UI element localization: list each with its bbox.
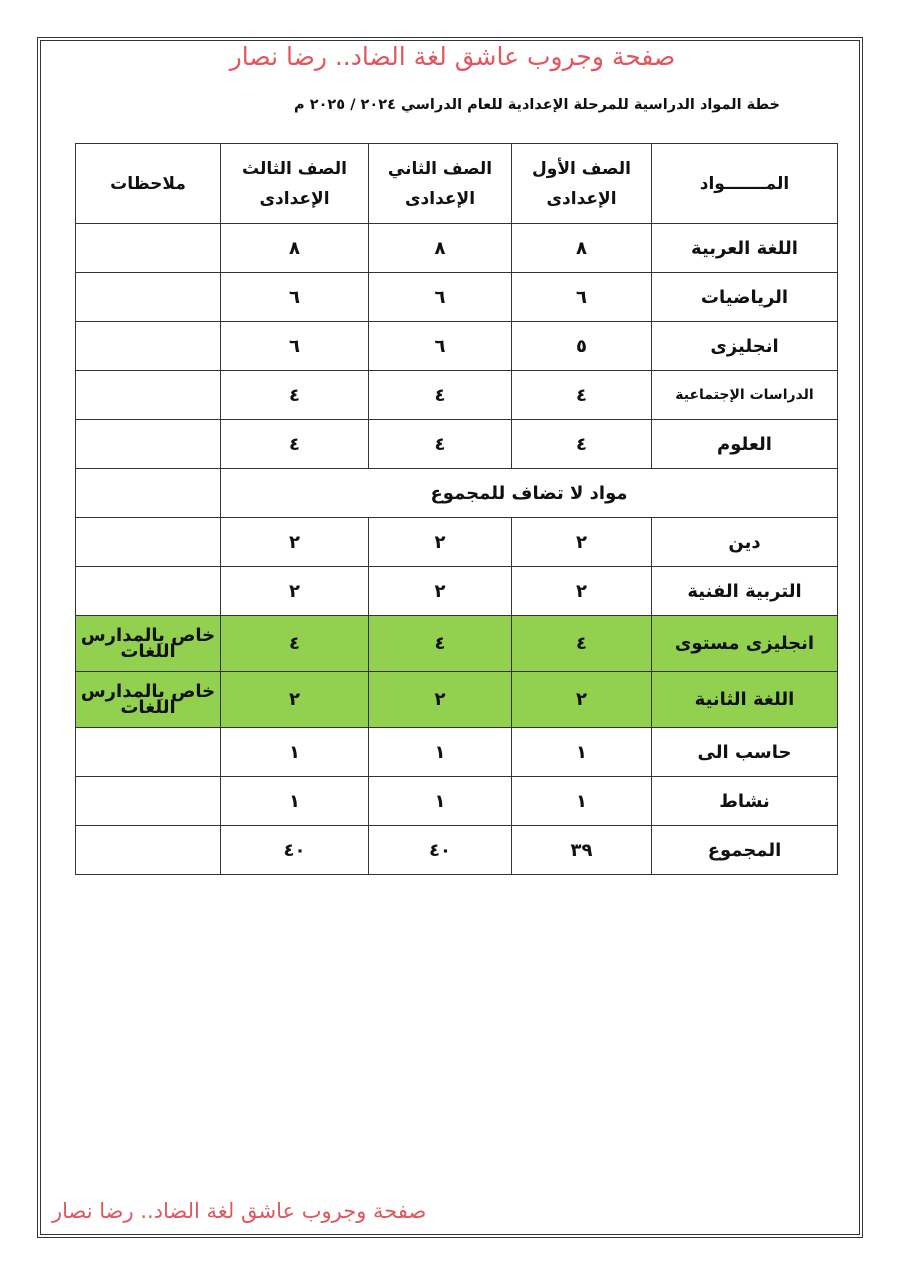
grade3-cell: ٦ — [221, 273, 369, 322]
notes-cell — [76, 728, 221, 777]
page-subtitle: خطة المواد الدراسية للمرحلة الإعدادية للعام الدراسي ٢٠٢٤ / ٢٠٢٥ م — [294, 97, 780, 113]
grade2-total: ٤٠ — [369, 826, 512, 875]
subject-cell: الدراسات الإجتماعية — [652, 371, 838, 420]
subject-cell: الرياضيات — [652, 273, 838, 322]
grade2-cell: ٤ — [369, 371, 512, 420]
grade3-cell: ٤ — [221, 371, 369, 420]
grade3-cell: ٤ — [221, 616, 369, 672]
grade3-total: ٤٠ — [221, 826, 369, 875]
grade3-cell: ٤ — [221, 420, 369, 469]
subject-cell: التربية الفنية — [652, 567, 838, 616]
table-row — [76, 777, 838, 826]
notes-cell — [76, 567, 221, 616]
table-row — [76, 224, 838, 273]
grade2-cell: ٤ — [369, 420, 512, 469]
grade3-cell: ٦ — [221, 322, 369, 371]
table-row-highlighted — [76, 672, 838, 728]
total-label: المجموع — [652, 826, 838, 875]
grade3-cell: ١ — [221, 777, 369, 826]
grade1-cell: ٨ — [512, 224, 652, 273]
grade3-cell: ٢ — [221, 672, 369, 728]
grade1-cell: ٤ — [512, 616, 652, 672]
grade1-cell: ٤ — [512, 420, 652, 469]
grade1-cell: ٢ — [512, 518, 652, 567]
subject-cell: انجليزى مستوى — [652, 616, 838, 672]
table-header-row — [76, 144, 838, 224]
grade3-cell: ١ — [221, 728, 369, 777]
grade1-cell: ١ — [512, 728, 652, 777]
grade2-cell: ٢ — [369, 518, 512, 567]
notes-cell — [76, 518, 221, 567]
table-row — [76, 420, 838, 469]
note-line1: خاص بالمدارس — [80, 680, 216, 702]
grade2-cell: ٢ — [369, 672, 512, 728]
table-row — [76, 322, 838, 371]
grade1-cell: ٥ — [512, 322, 652, 371]
table-row — [76, 518, 838, 567]
notes-cell — [76, 469, 221, 518]
notes-cell — [76, 826, 221, 875]
page-title: صفحة وجروب عاشق لغة الضاد.. رضا نصار — [229, 42, 676, 71]
notes-cell — [76, 224, 221, 273]
header-grade3-line1: الصف الثالث — [241, 158, 348, 179]
grade1-cell: ٢ — [512, 567, 652, 616]
notes-cell — [76, 371, 221, 420]
notes-cell — [76, 616, 221, 672]
header-grade3 — [221, 144, 369, 224]
header-grade1-line1: الصف الأول — [532, 158, 631, 179]
notes-cell — [76, 672, 221, 728]
grade3-cell: ٢ — [221, 567, 369, 616]
subject-cell: نشاط — [652, 777, 838, 826]
table-row — [76, 567, 838, 616]
study-plan-table — [75, 143, 838, 875]
notes-cell — [76, 322, 221, 371]
grade2-cell: ٨ — [369, 224, 512, 273]
grade1-total: ٣٩ — [512, 826, 652, 875]
subject-cell: انجليزى — [652, 322, 838, 371]
grade2-cell: ٤ — [369, 616, 512, 672]
header-grade1 — [512, 144, 652, 224]
grade1-cell: ٦ — [512, 273, 652, 322]
grade1-cell: ١ — [512, 777, 652, 826]
subject-cell: دين — [652, 518, 838, 567]
header-grade2 — [369, 144, 512, 224]
not-added-section-row — [76, 469, 838, 518]
notes-cell — [76, 777, 221, 826]
subject-cell: العلوم — [652, 420, 838, 469]
notes-cell — [76, 273, 221, 322]
header-notes: ملاحظات — [76, 144, 221, 224]
header-grade2-line1: الصف الثاني — [387, 158, 493, 179]
footer-title: صفحة وجروب عاشق لغة الضاد.. رضا نصار — [52, 1199, 427, 1223]
subject-cell: حاسب الى — [652, 728, 838, 777]
header-grade2-line2: الإعدادى — [404, 188, 476, 209]
note-line2: اللغات — [120, 640, 176, 662]
subject-cell: اللغة الثانية — [652, 672, 838, 728]
subject-cell: اللغة العربية — [652, 224, 838, 273]
grade2-cell: ٦ — [369, 322, 512, 371]
notes-cell — [76, 420, 221, 469]
note-line1: خاص بالمدارس — [80, 624, 216, 646]
header-grade3-line2: الإعدادى — [259, 188, 330, 209]
note-line2: اللغات — [120, 696, 176, 718]
grade3-cell: ٨ — [221, 224, 369, 273]
table-row — [76, 273, 838, 322]
grade2-cell: ٦ — [369, 273, 512, 322]
grade1-cell: ٢ — [512, 672, 652, 728]
total-row — [76, 826, 838, 875]
header-subject: المـــــــواد — [652, 144, 838, 224]
grade2-cell: ٢ — [369, 567, 512, 616]
grade3-cell: ٢ — [221, 518, 369, 567]
grade2-cell: ١ — [369, 777, 512, 826]
grade1-cell: ٤ — [512, 371, 652, 420]
grade2-cell: ١ — [369, 728, 512, 777]
not-added-label: مواد لا تضاف للمجموع — [221, 469, 838, 518]
header-grade1-line2: الإعدادى — [546, 188, 617, 209]
table-row — [76, 728, 838, 777]
table-row — [76, 371, 838, 420]
table-row-highlighted — [76, 616, 838, 672]
